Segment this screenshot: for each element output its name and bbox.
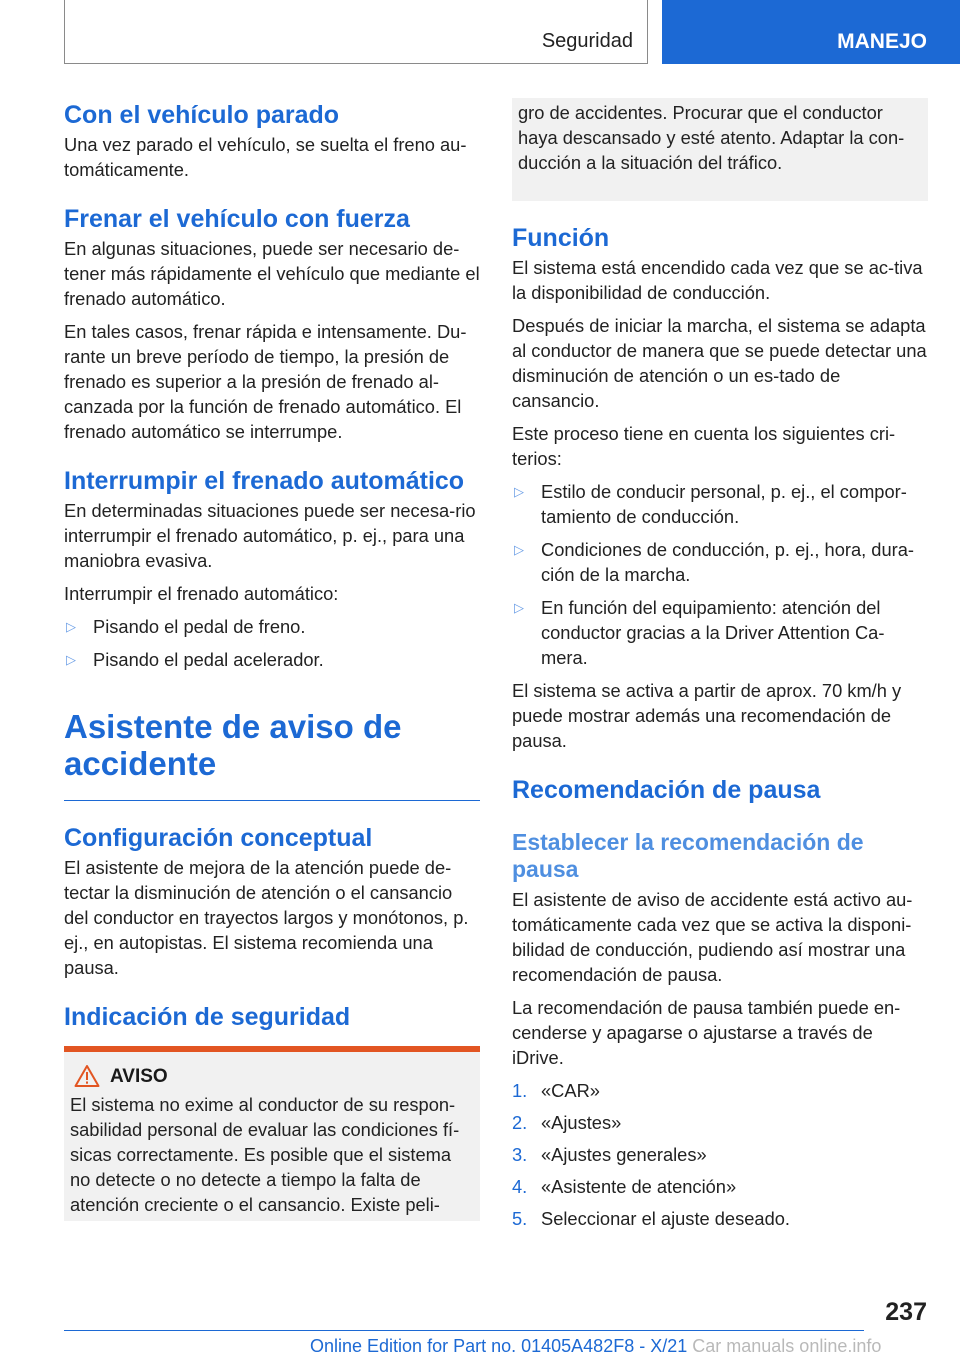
triangle-bullet-icon: ▷ bbox=[514, 484, 524, 499]
bullet-list-interrumpir bbox=[64, 614, 480, 672]
list-item: 5. Seleccionar el ajuste deseado. bbox=[512, 1208, 790, 1229]
list-item: 2. «Ajustes» bbox=[512, 1112, 622, 1133]
paragraph-funcion-3: Este proceso tiene en cuenta los siguientes cri-terios: bbox=[512, 423, 896, 469]
heading-recomendacion-pausa: Recomendación de pausa bbox=[512, 776, 821, 804]
right-column bbox=[512, 100, 928, 1238]
list-item: ▷ Estilo de conducir personal, p. ej., el compor-tamiento de conducción. bbox=[514, 481, 907, 527]
list-item: 1. «CAR» bbox=[512, 1080, 600, 1101]
footer-edition: Online Edition for Part no. 01405A482F8 - X/21 Car manuals online.info bbox=[310, 1336, 882, 1356]
list-item: ▷ Pisando el pedal de freno. bbox=[66, 616, 306, 637]
list-item: ▷ Condiciones de conducción, p. ej., hora, dura-ción de la marcha. bbox=[514, 539, 914, 585]
paragraph-funcion-4: El sistema se activa a partir de aprox. 70 km/h y puede mostrar además una recomendación de pausa. bbox=[512, 680, 902, 751]
page-number: 237 bbox=[885, 1298, 927, 1326]
warning-box bbox=[64, 1046, 480, 1221]
triangle-bullet-icon: ▷ bbox=[66, 619, 76, 634]
list-item: 3. «Ajustes generales» bbox=[512, 1144, 707, 1165]
list-item: 4. «Asistente de atención» bbox=[512, 1176, 737, 1197]
warning-title: AVISO bbox=[70, 1066, 474, 1088]
numbered-steps bbox=[512, 1078, 928, 1231]
paragraph-establecer-1: El asistente de aviso de accidente está activo au-tomáticamente cada vez que se activa la disponi-bilidad de conducción, pudiendo así mostrar una recomendación de pausa. bbox=[512, 889, 913, 985]
warning-triangle-icon bbox=[74, 1064, 100, 1094]
paragraph-interrumpir-1: En determinadas situaciones puede ser necesa-rio interrumpir el frenado automático, p. ej., para una maniobra evasiva. bbox=[64, 500, 476, 571]
paragraph-interrumpir-2: Interrumpir el frenado automático: bbox=[64, 583, 339, 604]
header-chapter-tab: MANEJO bbox=[662, 0, 960, 64]
warning-box-continued bbox=[512, 98, 928, 201]
paragraph-frenar-1: En algunas situaciones, puede ser necesario de-tener más rápidamente el vehículo que mediante el frenado automático. bbox=[64, 238, 480, 309]
section-divider bbox=[64, 800, 480, 801]
heading-interrumpir: Interrumpir el frenado automático bbox=[64, 467, 465, 495]
paragraph-frenar-2: En tales casos, frenar rápida e intensamente. Du-rante un breve período de tiempo, la presión de frenado es superior a la presión de frenado al-canzada por la función de frenado automático. El frenado automático se interrumpe. bbox=[64, 321, 467, 442]
bullet-list-criterios bbox=[512, 479, 928, 670]
triangle-bullet-icon: ▷ bbox=[66, 652, 76, 667]
triangle-bullet-icon: ▷ bbox=[514, 600, 524, 615]
paragraph-establecer-2: La recomendación de pausa también puede en-cenderse y apagarse o ajustarse a través de iDrive. bbox=[512, 997, 901, 1068]
paragraph-funcion-2: Después de iniciar la marcha, el sistema se adapta al conductor de manera que se puede detectar una disminución de atención o un es-tado de cansancio. bbox=[512, 315, 927, 411]
heading-frenar-fuerza: Frenar el vehículo con fuerza bbox=[64, 205, 410, 233]
warning-text-continued: gro de accidentes. Procurar que el conductor haya descansado y esté atento. Adaptar la con-ducción a la situación del tráfico. bbox=[518, 102, 905, 173]
heading-funcion: Función bbox=[512, 224, 610, 252]
heading-indicacion-seguridad: Indicación de seguridad bbox=[64, 1003, 351, 1031]
list-item: ▷ Pisando el pedal acelerador. bbox=[66, 649, 324, 670]
list-item: ▷ En función del equipamiento: atención del conductor gracias a la Driver Attention Ca-mera. bbox=[514, 597, 885, 668]
triangle-bullet-icon: ▷ bbox=[514, 542, 524, 557]
paragraph-funcion-1: El sistema está encendido cada vez que se ac-tiva la disponibilidad de conducción. bbox=[512, 257, 923, 303]
heading-establecer-recomendacion: Establecer la recomendación de pausa bbox=[512, 829, 864, 882]
left-column bbox=[64, 100, 480, 1221]
paragraph-parado: Una vez parado el vehículo, se suelta el freno au-tomáticamente. bbox=[64, 134, 467, 180]
heading-vehiculo-parado: Con el vehículo parado bbox=[64, 101, 340, 129]
footer-divider bbox=[64, 1330, 864, 1331]
watermark: Car manuals online.info bbox=[692, 1336, 882, 1356]
header-section-box bbox=[64, 0, 648, 64]
paragraph-configuracion: El asistente de mejora de la atención puede de-tectar la disminución de atención o el cansancio del conductor en trayectos largos y monótonos, p. ej., en autopistas. El sistema recomienda una pausa. bbox=[64, 857, 469, 978]
heading-asistente-aviso: Asistente de aviso de accidente bbox=[64, 708, 402, 782]
warning-text: El sistema no exime al conductor de su respon-sabilidad personal de evaluar las condiciones fí-sicas correctamente. Es posible que el sistema no detecte o no detecte a tiempo la falta de atención creciente o el cansancio. Existe peli- bbox=[70, 1094, 460, 1215]
header-section-title: Seguridad bbox=[541, 30, 633, 52]
heading-configuracion: Configuración conceptual bbox=[64, 824, 373, 852]
